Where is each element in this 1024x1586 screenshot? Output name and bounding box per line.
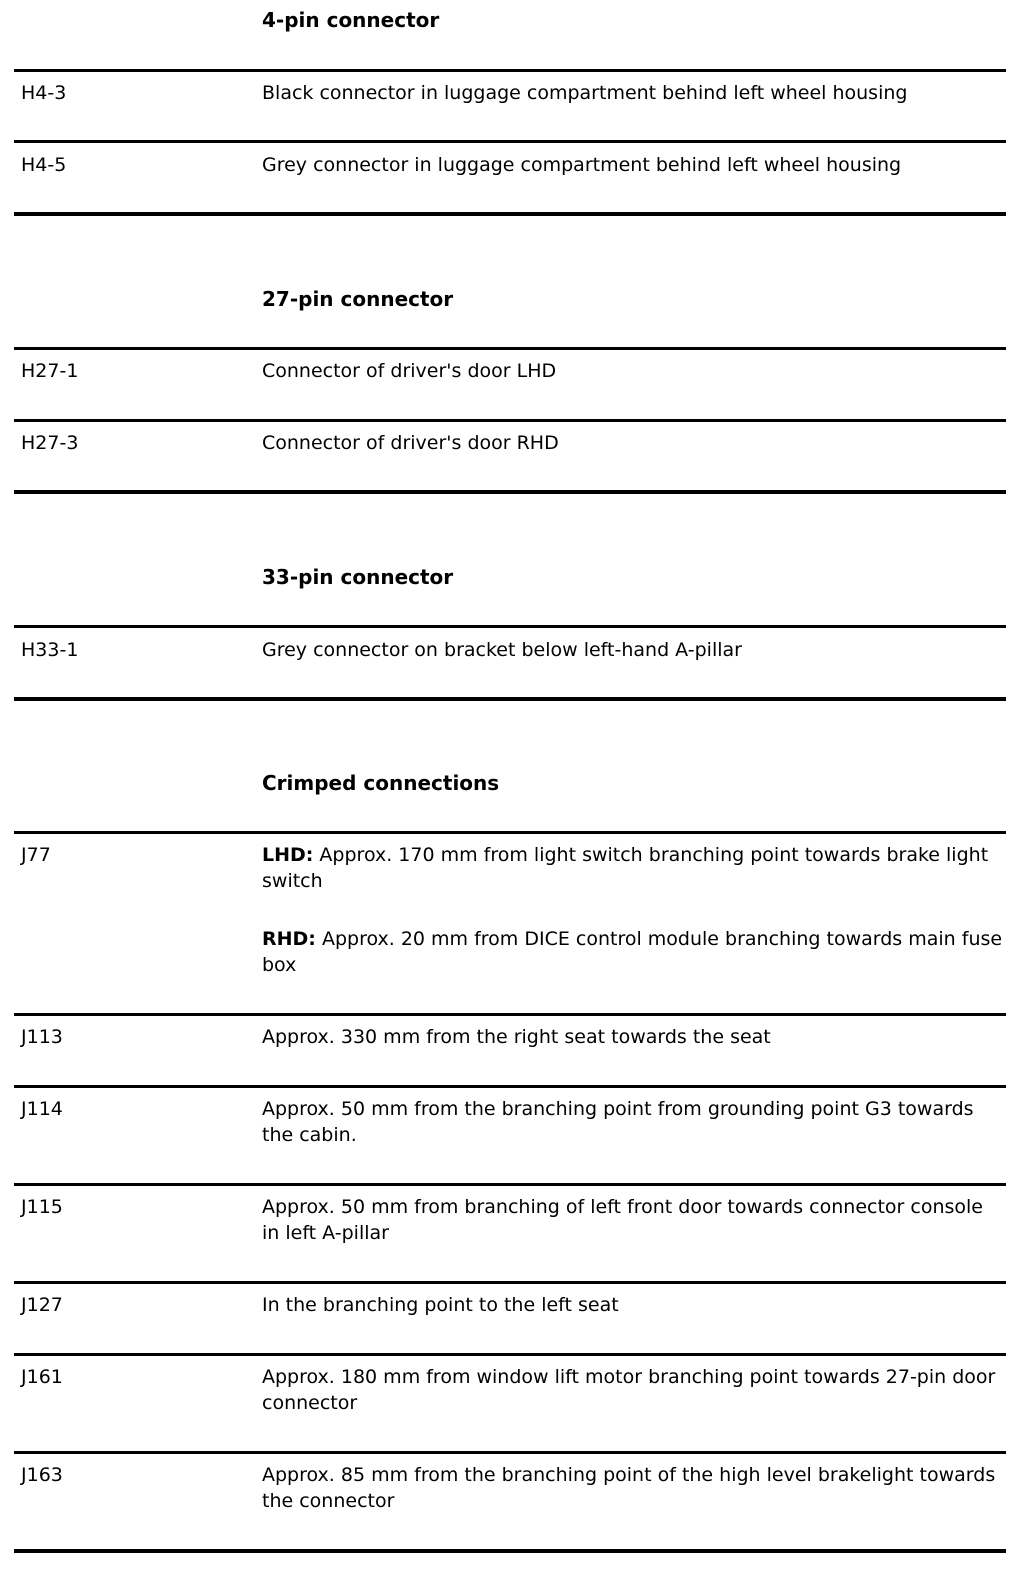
connector-code: H4-5 [21,154,67,176]
section-divider [14,697,1006,701]
connector-code: J127 [21,1294,63,1316]
section-divider [14,212,1006,216]
row-divider [14,625,1006,628]
row-divider [14,1013,1006,1016]
connector-code: H4-3 [21,82,67,104]
connector-description: Black connector in luggage compartment behind left wheel housing [262,82,908,104]
row-divider [14,1281,1006,1284]
connector-description: In the branching point to the left seat [262,1294,619,1316]
connector-code: H27-1 [21,360,79,382]
row-divider [14,1353,1006,1356]
connector-description: Approx. 50 mm from branching of left front door towards connector console in left A-pillar [262,1196,983,1244]
row-divider [14,140,1006,143]
section-heading-27-pin: 27-pin connector [262,287,454,311]
rhd-label: RHD: [262,928,316,950]
section-heading-4-pin: 4-pin connector [262,8,440,32]
connector-description: Approx. 180 mm from window lift motor branching point towards 27-pin door connector [262,1366,996,1414]
section-divider [14,490,1006,494]
connector-description: Approx. 330 mm from the right seat towards the seat [262,1026,771,1048]
rhd-text: Approx. 20 mm from DICE control module branching towards main fuse box [262,928,1003,976]
connector-description: Approx. 85 mm from the branching point of the high level brakelight towards the connector [262,1464,996,1512]
row-divider [14,1085,1006,1088]
row-divider [14,69,1006,72]
section-heading-crimped: Crimped connections [262,771,500,795]
connector-description: Grey connector on bracket below left-hand A-pillar [262,639,742,661]
section-heading-33-pin: 33-pin connector [262,565,454,589]
connector-code: J77 [21,844,51,866]
connector-description [262,842,1006,978]
connector-code: J161 [21,1366,63,1388]
connector-code: H27-3 [21,432,79,454]
connector-code: J114 [21,1098,63,1120]
lhd-text: Approx. 170 mm from light switch branching point towards brake light switch [262,844,989,892]
row-divider [14,831,1006,834]
connector-code: H33-1 [21,639,79,661]
section-divider [14,1549,1006,1553]
connector-code: J115 [21,1196,63,1218]
row-divider [14,1183,1006,1186]
rhd-note [262,926,1006,978]
connector-description: Approx. 50 mm from the branching point from grounding point G3 towards the cabin. [262,1098,974,1146]
connector-code: J113 [21,1026,63,1048]
connector-description: Connector of driver's door LHD [262,360,557,382]
connector-description: Connector of driver's door RHD [262,432,559,454]
row-divider [14,1451,1006,1454]
connector-code: J163 [21,1464,63,1486]
lhd-label: LHD: [262,844,314,866]
row-divider [14,347,1006,350]
connector-description: Grey connector in luggage compartment behind left wheel housing [262,154,902,176]
row-divider [14,419,1006,422]
lhd-note [262,842,1006,894]
